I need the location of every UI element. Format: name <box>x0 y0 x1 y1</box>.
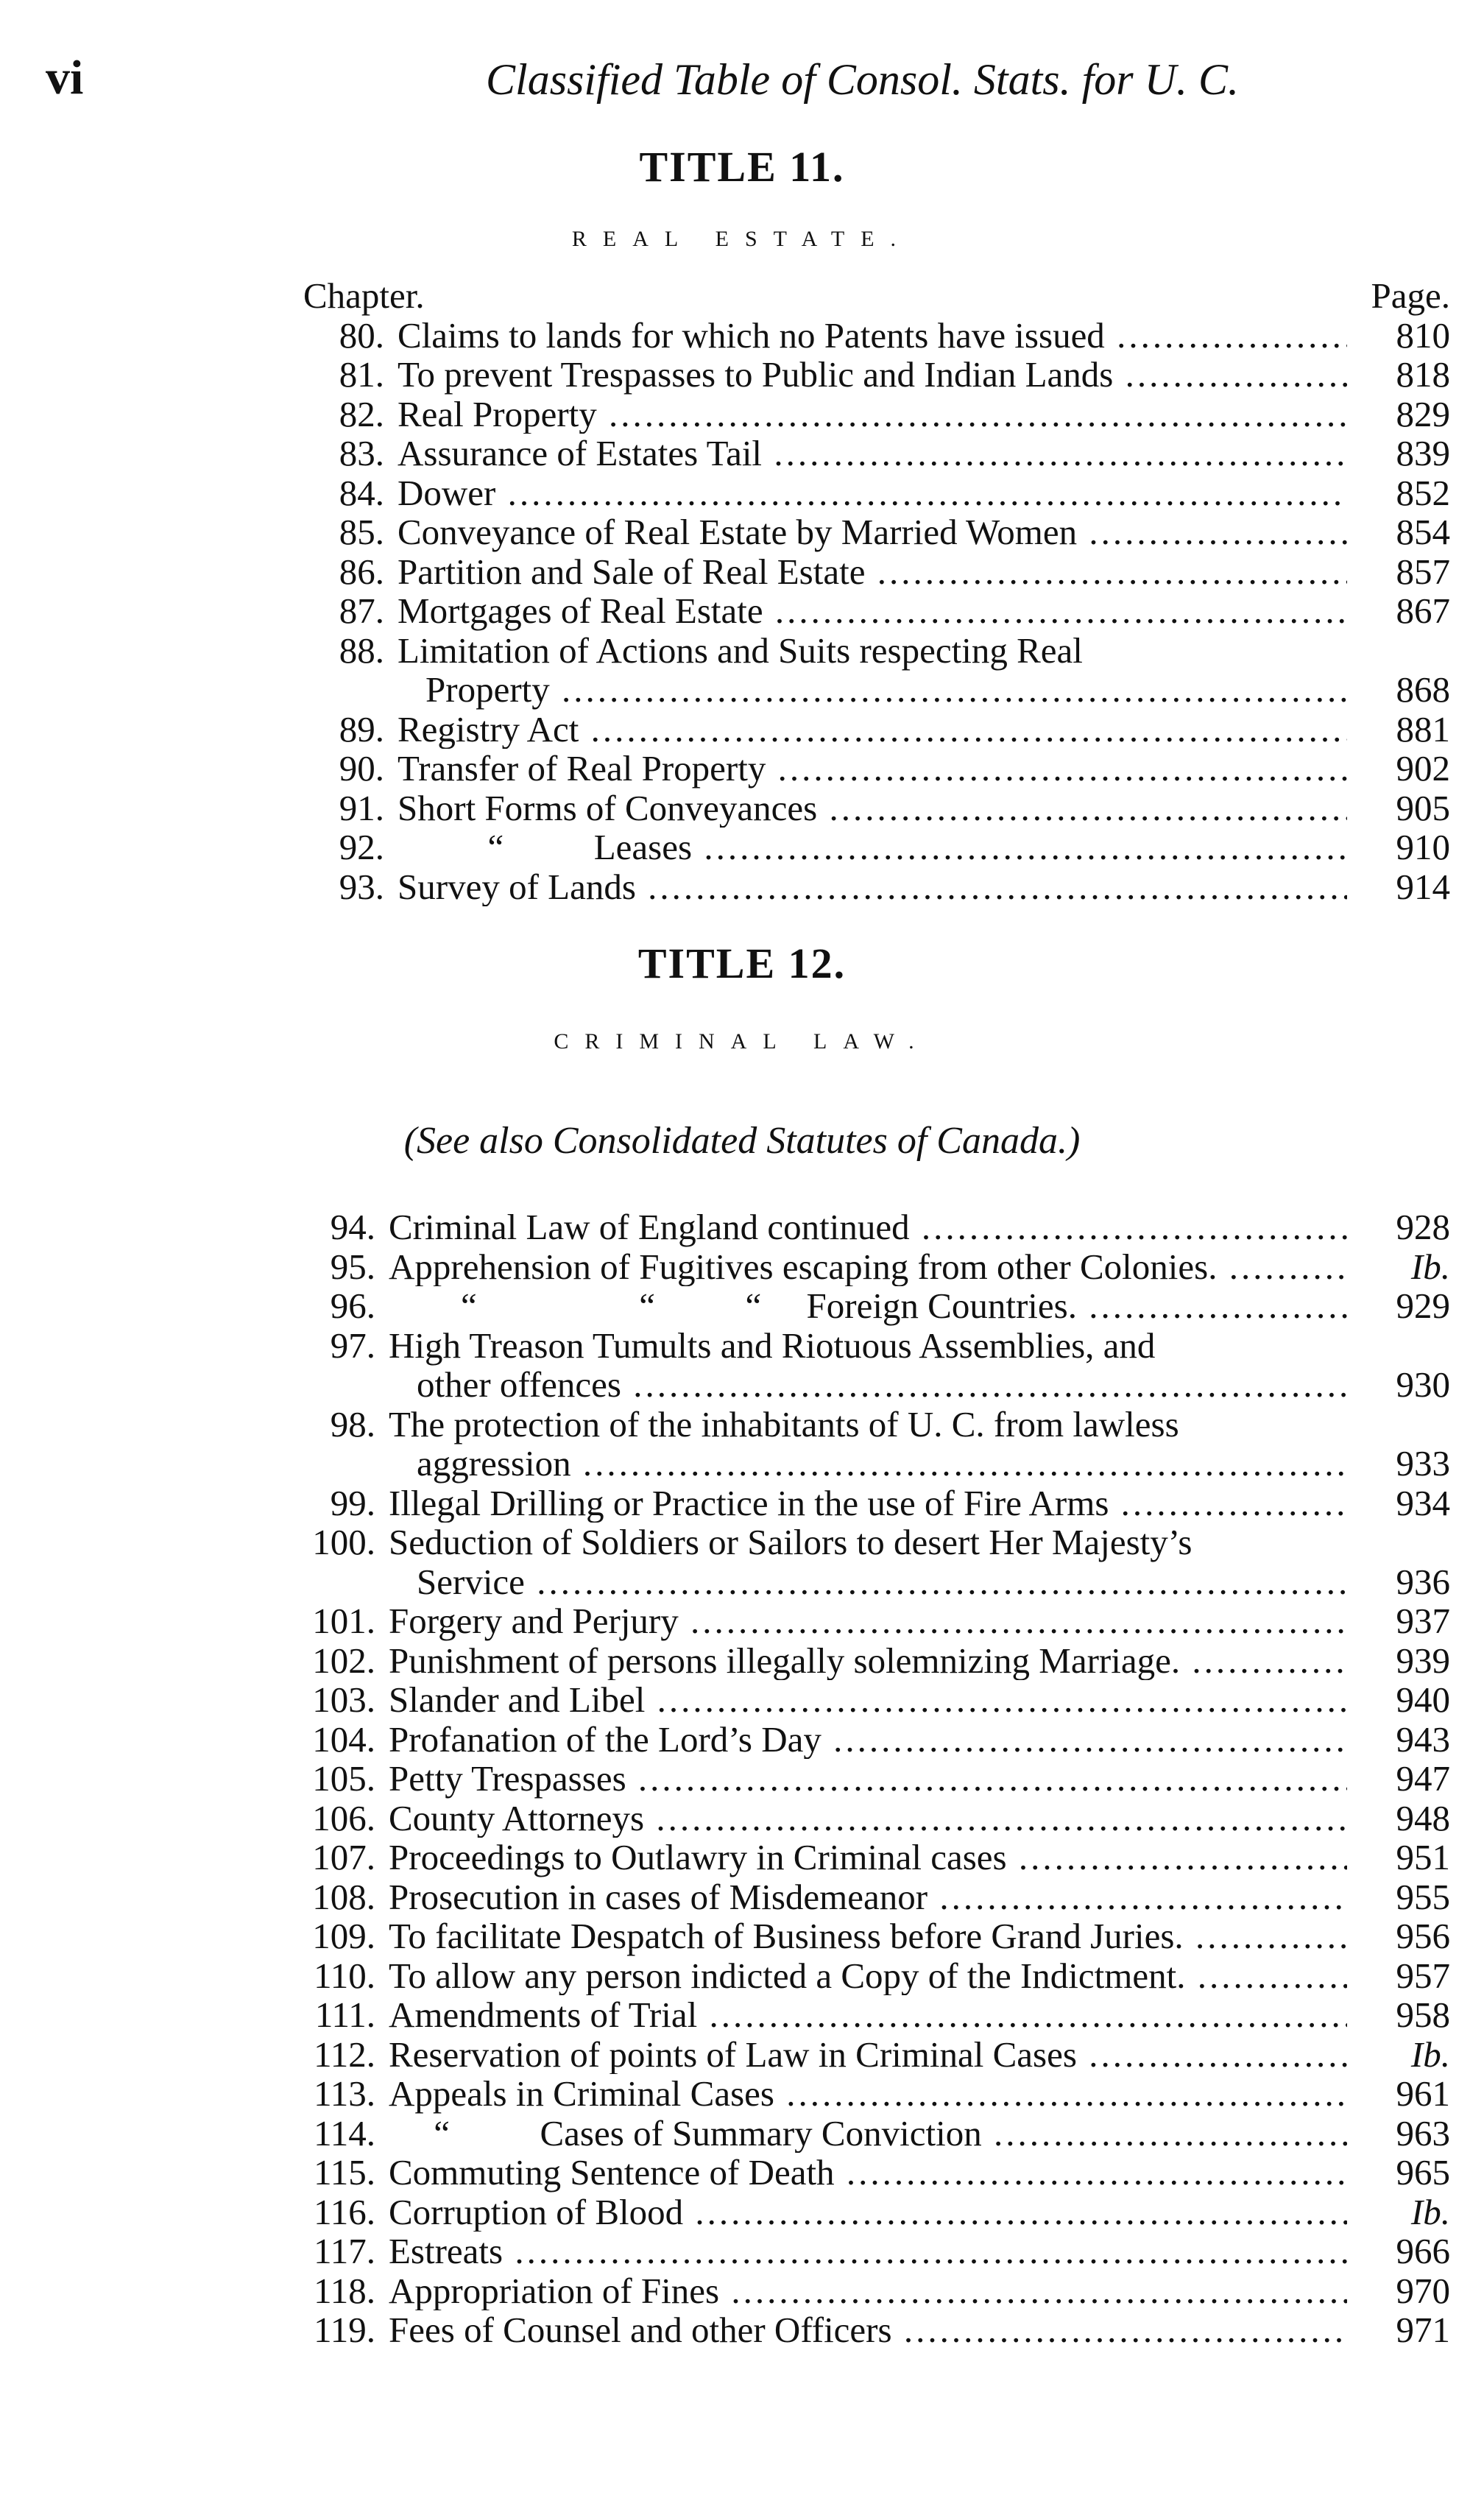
chapter-entry <box>294 512 1450 552</box>
chapter-title: “ Leases ..... <box>398 828 1347 867</box>
page-number: 930 <box>1396 1364 1450 1405</box>
chapter-number: 98. <box>330 1403 375 1445</box>
chapter-title: Survey of Lands ..... <box>398 867 1347 907</box>
chapter-entry <box>294 355 1450 395</box>
chapter-title: Forgery and Perjury ..... <box>389 1601 1347 1641</box>
page-number: 936 <box>1396 1561 1450 1602</box>
chapter-number: 91. <box>339 787 384 828</box>
chapter-entry <box>286 1680 1450 1720</box>
chapter-title-continuation: aggression ..... <box>389 1444 1347 1484</box>
chapter-entry <box>294 789 1450 828</box>
chapter-entry <box>294 473 1450 513</box>
chapter-number: 99. <box>330 1482 375 1523</box>
page-number: 971 <box>1396 2310 1450 2350</box>
chapter-entry <box>286 1916 1450 1956</box>
chapter-number: 113. <box>314 2073 375 2114</box>
page-number: 966 <box>1396 2231 1450 2271</box>
chapter-number: 88. <box>339 629 384 671</box>
chapter-number: 85. <box>339 512 384 552</box>
chapter-number: 104. <box>312 1718 375 1760</box>
chapter-number: 84. <box>339 472 384 513</box>
chapter-entry <box>286 1995 1450 2035</box>
chapter-title: Corruption of Blood ..... <box>389 2193 1347 2232</box>
chapter-number: 90. <box>339 748 384 789</box>
chapter-column-header: Chapter. <box>303 275 425 316</box>
title-11-heading: TITLE 11. <box>639 143 845 191</box>
chapter-title: The protection of the inhabitants of U. C. from lawless <box>389 1403 1179 1445</box>
chapter-number: 96. <box>330 1285 375 1326</box>
chapter-number: 118. <box>314 2270 375 2311</box>
chapter-number: 109. <box>312 1916 375 1956</box>
chapter-title: Seduction of Soldiers or Sailors to desert Her Majesty’s <box>389 1522 1192 1562</box>
page-number: 948 <box>1396 1797 1450 1838</box>
page-number: 928 <box>1396 1207 1450 1247</box>
chapter-number: 107. <box>312 1837 375 1877</box>
chapter-entry <box>286 1720 1450 1760</box>
chapter-entry <box>286 1838 1450 1877</box>
chapter-number: 100. <box>312 1522 375 1562</box>
page-number: 905 <box>1396 787 1450 828</box>
chapter-title: Reservation of points of Law in Criminal Cases ..... <box>389 2035 1347 2075</box>
page-number: 958 <box>1396 1994 1450 2035</box>
chapter-number: 108. <box>312 1876 375 1917</box>
page-number: 910 <box>1396 827 1450 867</box>
page-number: 852 <box>1396 472 1450 513</box>
chapter-title: Partition and Sale of Real Estate ..... <box>398 552 1347 592</box>
chapter-number: 97. <box>330 1324 375 1366</box>
chapter-entry <box>294 749 1450 789</box>
page-number: 914 <box>1396 866 1450 907</box>
chapter-title: Profanation of the Lord’s Day ..... <box>389 1720 1347 1760</box>
chapter-title: Mortgages of Real Estate ..... <box>398 591 1347 631</box>
chapter-number: 95. <box>330 1246 375 1287</box>
chapter-number: 94. <box>330 1207 375 1247</box>
chapter-number: 110. <box>314 1955 375 1996</box>
chapter-entry <box>286 1956 1450 1996</box>
page-column-header: Page. <box>1371 275 1450 316</box>
chapter-title: Real Property ..... <box>398 395 1347 434</box>
page-number: 956 <box>1396 1916 1450 1956</box>
chapter-entry <box>286 2232 1450 2271</box>
page-number: 934 <box>1396 1482 1450 1523</box>
page-number: 939 <box>1396 1640 1450 1681</box>
chapter-entry <box>286 2310 1450 2350</box>
page-number: 940 <box>1396 1679 1450 1720</box>
chapter-number: 103. <box>312 1679 375 1720</box>
title-11-section <box>0 137 1484 252</box>
page-number: 857 <box>1396 551 1450 592</box>
chapter-entry <box>286 2114 1450 2154</box>
page-number: 929 <box>1396 1285 1450 1326</box>
page-number: 961 <box>1396 2073 1450 2114</box>
chapter-entry <box>294 434 1450 473</box>
chapter-title: “ Cases of Summary Conviction ..... <box>389 2114 1347 2154</box>
chapter-title: Illegal Drilling or Practice in the use of Fire Arms ..... <box>389 1484 1347 1523</box>
page-number: 951 <box>1396 1837 1450 1877</box>
running-title: Classified Table of Consol. Stats. for U. C. <box>486 55 1239 104</box>
chapter-number: 101. <box>312 1601 375 1641</box>
chapter-number: 112. <box>314 2033 375 2075</box>
page-number: 965 <box>1396 2152 1450 2193</box>
page-number: 955 <box>1396 1876 1450 1917</box>
page-number: 963 <box>1396 2112 1450 2154</box>
page-number: 839 <box>1396 433 1450 473</box>
chapter-title: High Treason Tumults and Riotuous Assemblies, and <box>389 1324 1156 1366</box>
page-number: 947 <box>1396 1758 1450 1799</box>
page-number: 943 <box>1396 1718 1450 1760</box>
chapter-entry <box>286 1247 1450 1287</box>
chapter-title: Punishment of persons illegally solemnizing Marriage. ..... <box>389 1641 1347 1681</box>
chapter-entry <box>286 1799 1450 1838</box>
chapter-entry <box>294 591 1450 631</box>
chapter-entry <box>286 1523 1450 1562</box>
chapter-title: Slander and Libel ..... <box>389 1680 1347 1720</box>
chapter-title: Transfer of Real Property ..... <box>398 749 1347 789</box>
chapter-entry <box>294 552 1450 592</box>
chapter-entry <box>286 2035 1450 2075</box>
chapter-entry <box>286 1286 1450 1326</box>
column-header-row <box>294 276 1450 316</box>
page-number: 933 <box>1396 1443 1450 1484</box>
chapter-entry <box>286 1484 1450 1523</box>
title-12-contents <box>286 1207 1450 2350</box>
title-11-subject: REAL ESTATE. <box>571 227 913 251</box>
page-number: Ib. <box>1410 2033 1450 2075</box>
page-number: 867 <box>1396 590 1450 631</box>
chapter-title: Prosecution in cases of Misdemeanor ..... <box>389 1877 1347 1917</box>
page-number: 970 <box>1396 2270 1450 2311</box>
chapter-title-continuation: Service ..... <box>389 1562 1347 1602</box>
title-12-heading: TITLE 12. <box>637 939 847 987</box>
running-head <box>0 50 1484 116</box>
chapter-title: To prevent Trespasses to Public and Indian Lands ..... <box>398 355 1347 395</box>
page-number: 854 <box>1396 512 1450 552</box>
chapter-number: 102. <box>312 1640 375 1681</box>
chapter-title: Estreats ..... <box>389 2232 1347 2271</box>
chapter-entry <box>286 1877 1450 1917</box>
page-number: 957 <box>1396 1955 1450 1996</box>
chapter-number: 106. <box>312 1797 375 1838</box>
chapter-title: Conveyance of Real Estate by Married Women ..... <box>398 512 1347 552</box>
chapter-number: 93. <box>339 866 384 907</box>
chapter-entry <box>286 1207 1450 1247</box>
chapter-title: Appeals in Criminal Cases ..... <box>389 2074 1347 2114</box>
chapter-number: 92. <box>339 827 384 867</box>
chapter-number: 115. <box>314 2152 375 2193</box>
chapter-number: 114. <box>314 2112 375 2154</box>
chapter-entry <box>294 710 1450 749</box>
chapter-entry <box>294 316 1450 356</box>
title-12-section <box>0 934 1484 1054</box>
chapter-title: Short Forms of Conveyances ..... <box>398 789 1347 828</box>
chapter-number: 119. <box>314 2310 375 2350</box>
page-number: 868 <box>1396 669 1450 710</box>
chapter-number: 80. <box>339 314 384 356</box>
chapter-entry-continuation <box>286 1365 1450 1405</box>
chapter-entry <box>286 2153 1450 2193</box>
chapter-title: Assurance of Estates Tail ..... <box>398 434 1347 473</box>
chapter-title-continuation: Property ..... <box>398 670 1347 710</box>
chapter-title: Appropriation of Fines ..... <box>389 2271 1347 2311</box>
chapter-number: 83. <box>339 433 384 473</box>
chapter-title-continuation: other offences ..... <box>389 1365 1347 1405</box>
chapter-entry-continuation <box>286 1562 1450 1602</box>
page-number: Ib. <box>1410 2191 1450 2232</box>
page-number: 902 <box>1396 748 1450 789</box>
chapter-entry <box>294 867 1450 907</box>
chapter-title: Apprehension of Fugitives escaping from other Colonies. ..... <box>389 1247 1347 1287</box>
chapter-number: 82. <box>339 393 384 434</box>
chapter-number: 81. <box>339 354 384 395</box>
chapter-entry <box>286 1759 1450 1799</box>
chapter-entry <box>294 828 1450 867</box>
chapter-entry <box>286 2271 1450 2311</box>
chapter-title: Amendments of Trial ..... <box>389 1995 1347 2035</box>
chapter-title: Fees of Counsel and other Officers ..... <box>389 2310 1347 2350</box>
chapter-title: “ “ “ Foreign Countries. ..... <box>389 1286 1347 1326</box>
chapter-title: Commuting Sentence of Death ..... <box>389 2153 1347 2193</box>
page-folio: vi <box>46 51 84 105</box>
page-number: 829 <box>1396 393 1450 434</box>
chapter-entry-continuation <box>294 670 1450 710</box>
chapter-title: To facilitate Despatch of Business before Grand Juries. ..... <box>389 1916 1347 1956</box>
chapter-number: 89. <box>339 708 384 749</box>
chapter-number: 117. <box>314 2231 375 2271</box>
chapter-entry <box>286 1326 1450 1366</box>
chapter-entry <box>286 1405 1450 1445</box>
chapter-title: Claims to lands for which no Patents have issued ..... <box>398 316 1347 356</box>
chapter-entry <box>286 1601 1450 1641</box>
chapter-title: Petty Trespasses ..... <box>389 1759 1347 1799</box>
page-number: 810 <box>1396 314 1450 356</box>
chapter-entry <box>286 2074 1450 2114</box>
chapter-entry-continuation <box>286 1444 1450 1484</box>
chapter-title: Proceedings to Outlawry in Criminal cases ..... <box>389 1838 1347 1877</box>
chapter-title: Dower ..... <box>398 473 1347 513</box>
chapter-entry <box>294 395 1450 434</box>
title-11-contents <box>294 276 1450 906</box>
page-number: 881 <box>1396 708 1450 749</box>
chapter-entry <box>286 2193 1450 2232</box>
title-12-subject: CRIMINAL LAW. <box>554 1029 930 1054</box>
page-number: 937 <box>1396 1601 1450 1641</box>
page-number: Ib. <box>1410 1246 1450 1287</box>
chapter-title: To allow any person indicted a Copy of the Indictment. ..... <box>389 1956 1347 1996</box>
chapter-number: 111. <box>314 1994 375 2035</box>
chapter-title: Criminal Law of England continued ..... <box>389 1207 1347 1247</box>
chapter-number: 105. <box>312 1758 375 1799</box>
page-number: 818 <box>1396 354 1450 395</box>
chapter-number: 116. <box>314 2191 375 2232</box>
chapter-title: County Attorneys ..... <box>389 1799 1347 1838</box>
chapter-number: 86. <box>339 551 384 592</box>
see-also-note: (See also Consolidated Statutes of Canada.) <box>403 1120 1081 1162</box>
chapter-title: Registry Act ..... <box>398 710 1347 749</box>
chapter-number: 87. <box>339 590 384 631</box>
chapter-title: Limitation of Actions and Suits respecting Real <box>398 629 1083 671</box>
chapter-entry <box>286 1641 1450 1681</box>
chapter-entry <box>294 631 1450 671</box>
